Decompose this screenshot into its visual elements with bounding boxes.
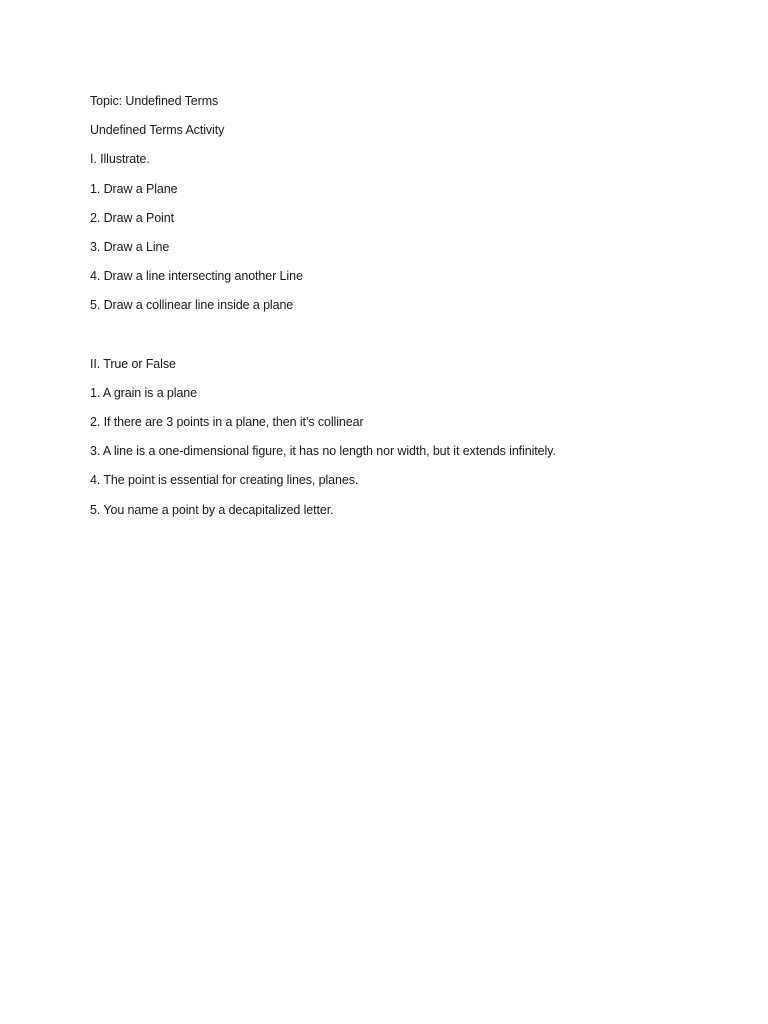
section-spacer bbox=[90, 327, 730, 356]
document-body bbox=[90, 93, 730, 531]
section1-item-3: 3. Draw a Line bbox=[90, 239, 170, 254]
section2-item-3: 3. A line is a one-dimensional figure, it has no length nor width, but it extends infinitely. bbox=[90, 444, 556, 459]
section1-item-5: 5. Draw a collinear line inside a plane bbox=[90, 298, 294, 313]
topic-line: Topic: Undefined Terms bbox=[90, 94, 219, 108]
section2-item-2: 2. If there are 3 points in a plane, then it’s collinear bbox=[90, 415, 364, 430]
section2-heading: II. True or False bbox=[90, 356, 176, 371]
section1-item-2: 2. Draw a Point bbox=[90, 210, 174, 225]
section1-heading: I. Illustrate. bbox=[90, 152, 150, 167]
section2-item-1: 1. A grain is a plane bbox=[90, 385, 198, 400]
section1-item-4: 4. Draw a line intersecting another Line bbox=[90, 269, 303, 284]
section1-item-1: 1. Draw a Plane bbox=[90, 181, 178, 196]
section2-item-5: 5. You name a point by a decapitalized letter. bbox=[90, 502, 334, 517]
activity-title: Undefined Terms Activity bbox=[90, 123, 225, 138]
section2-item-4: 4. The point is essential for creating lines, planes. bbox=[90, 473, 359, 488]
